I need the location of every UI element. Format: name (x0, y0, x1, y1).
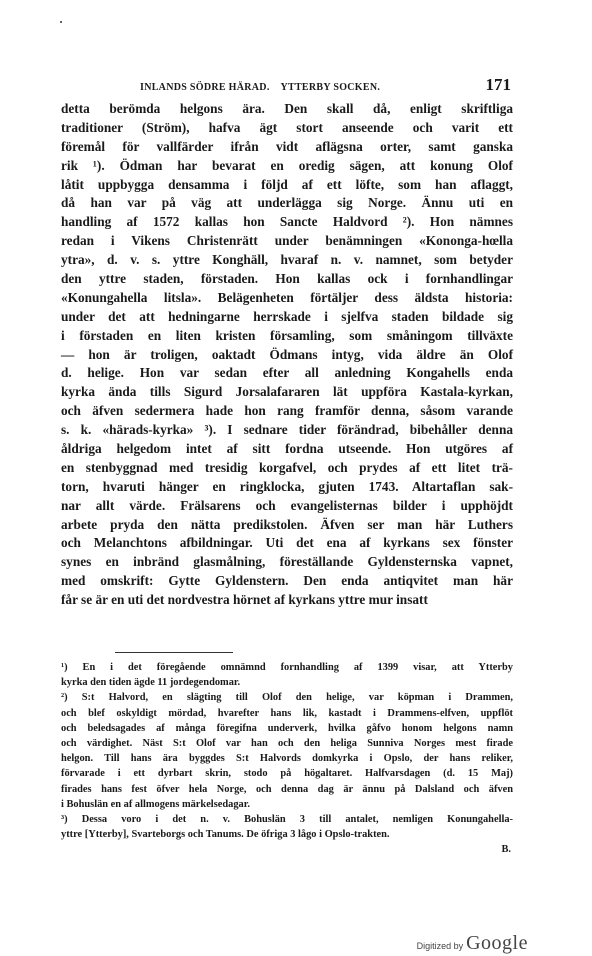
body-line: får se är en uti det nordvestra hörnet af kyrkans yttre mur insatt (61, 592, 428, 608)
body-line: låtit uppbygga densamma i följd af ett löfte, som han aflaggt, (61, 176, 513, 192)
watermark-prefix: Digitized by (416, 941, 464, 951)
body-line: detta berömda helgons ära. Den skall då, enligt skriftliga (61, 101, 513, 116)
body-line: under det att hedningarne herrskade i sjelfva staden bildade sig (61, 308, 513, 324)
body-line: torn, hvaruti hänger en ringklocka, gjuten 1743. Altartaflan sak- (61, 478, 513, 494)
footnote-line: yttre [Ytterby], Svarteborgs och Tanums. De öfriga 3 lågo i Opslo-trakten. (61, 829, 390, 841)
body-line: «Konungahella litsla». Belägenheten förtäljer dess äldsta historia: (61, 289, 513, 305)
body-line: rik ¹). Ödman har bevarat en oredig sägen, att konung Olof (61, 157, 513, 173)
body-line: redan i Vikens Christenrätt under benämningen «Kononga-hœlla (61, 233, 513, 249)
body-line: — hon är troligen, oaktadt Ödmans intyg, vida äldre än Olof (61, 346, 513, 362)
footnote-line: helgon. Till hans ära byggdes S:t Halvords domkyrka i Opslo, der hans reliker, (61, 753, 513, 765)
body-line: föremål för vallfärder ifrån vidt aflägsna orter, samt ganska (61, 138, 513, 154)
page-number: 171 (485, 75, 511, 94)
body-line: i förstaden en liten kristen församling, som småningom tillväxte (61, 327, 513, 343)
body-line: d. helige. Hon var sedan efter all anledning Kongahells enda (61, 365, 513, 381)
body-line: handling af 1572 kallas hon Sancte Haldvord ²). Hon nämnes (61, 214, 513, 230)
footnote-line: förvarade i ett dyrbart skrin, stodo på högaltaret. Halfvarsdagen (d. 15 Maj) (61, 768, 513, 780)
footnote-line: och beledsagades af många föregifna underverk, hvilka gåfvo honom helgons namn (61, 722, 513, 734)
footnote-line: och värdighet. Näst S:t Olof var han och den heliga Sunniva Norges mest firade (61, 737, 513, 749)
body-line: en stenbyggnad med tresidig korgafvel, och prydes af ett litet trä- (61, 459, 513, 475)
body-text (61, 100, 513, 610)
footnote-line: ³) Dessa voro i det n. v. Bohuslän 3 till antalet, nemligen Konungahella- (61, 813, 513, 825)
body-line: och äfven sedermera hade hon rang framför denna, såsom varande (61, 403, 513, 419)
body-line: med omskrift: Gytte Gyldenstern. Den enda antiqvitet man här (61, 573, 513, 589)
body-line: nar allt värde. Frälsarens och evangelisternas bilder i upphöjdt (61, 497, 513, 513)
google-logo: Google (466, 932, 528, 954)
body-line: synes en inbränd glasmålning, föreställande Gyldensternska vapnet, (61, 554, 513, 570)
body-line: s. k. «härads-kyrka» ³). I sednare tider förändrad, bibehåller denna (61, 422, 513, 438)
footnote-divider (115, 652, 233, 653)
footnote-line: ¹) En i det föregående omnämnd fornhandling af 1399 visar, att Ytterby (61, 662, 513, 673)
body-line: traditioner (Ström), hafva ägt stort anseende och varit ett (61, 119, 513, 135)
body-line: åldriga helgedom intet af sitt fordna utseende. Hon utgöres af (61, 441, 513, 457)
body-line: kyrka ända tills Sigurd Jorsalafararen lät uppföra Kastala-kyrkan, (61, 384, 513, 400)
footnote-line: och blef oskyldigt mördad, hvarefter hans lik, kastadt i Drammens-elfven, uppflöt (61, 707, 513, 719)
footnote-line: firades hans fest öfver hela Norge, och denna dag är ännu på Dalsland och äfven (61, 783, 513, 795)
speck-mark (60, 21, 62, 23)
footnotes (61, 660, 513, 857)
body-line: ytra», d. v. s. yttre Konghäll, hvaraf n. v. namnet, som betyder (61, 252, 513, 268)
running-head: INLANDS SÖDRE HÄRAD. YTTERBY SOCKEN. (140, 82, 381, 93)
body-line: arbete pryda den nätta predikstolen. Äfven ser man här Luthers (61, 516, 513, 532)
body-line: då han var på väg att underlägga sig Norge. Ännu uti en (61, 195, 513, 211)
body-line: och Melanchtons afbildningar. Uti det ena af kyrkans sex fönster (61, 535, 513, 551)
page-header (61, 75, 513, 93)
google-watermark (388, 932, 528, 954)
footnote-line: kyrka den tiden ägde 11 jordegendomar. (61, 677, 241, 689)
footnote-line: ²) S:t Halvord, en slägting till Olof den helige, var köpman i Drammen, (61, 692, 513, 704)
body-line: den yttre staden, förstaden. Hon kallas ock i fornhandlingar (61, 271, 513, 287)
footnote-line: B. (501, 844, 511, 856)
footnote-line: i Bohuslän en af allmogens märkelsedagar. (61, 798, 250, 810)
